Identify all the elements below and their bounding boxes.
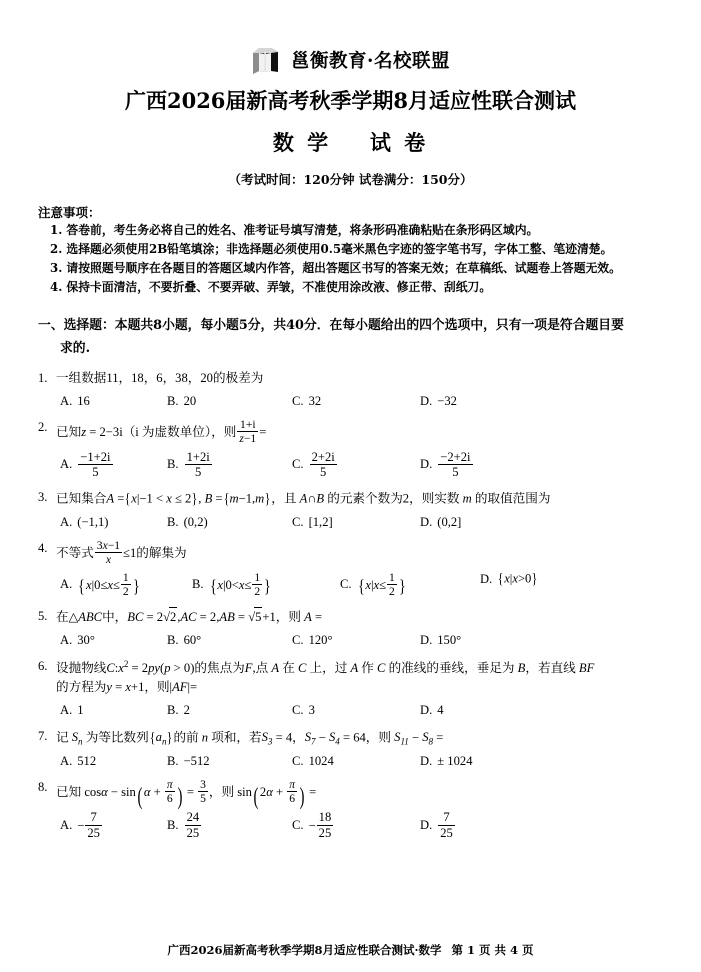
option-text: 150° bbox=[437, 632, 462, 647]
question-1-option-d[interactable] bbox=[420, 394, 457, 409]
question-6-option-a[interactable] bbox=[60, 703, 167, 718]
section-desc-line1: 本题共8小题，每小题5分，共40分．在每小题给出的四个选项中，只有一项是符合题目要 bbox=[114, 318, 624, 334]
question-5-option-d[interactable] bbox=[420, 633, 461, 648]
notice-item-4: 4. 保持卡面清洁，不要折叠、不要弄破、弄皱，不准使用涂改液、修正带、刮纸刀。 bbox=[50, 280, 492, 295]
open-book-icon bbox=[251, 44, 281, 76]
option-label: D. bbox=[420, 817, 433, 832]
question-7-option-c[interactable] bbox=[292, 754, 420, 769]
question-4-stem: 4. 不等式 $\frac{3x-1}{x}$ ≤1的解集为 bbox=[38, 539, 187, 567]
question-3 bbox=[38, 479, 675, 530]
question-3-option-b[interactable] bbox=[167, 515, 292, 530]
question-8-number: 8. bbox=[38, 780, 48, 795]
question-5-option-a[interactable] bbox=[60, 633, 167, 648]
option-text: $\frac{2+2i}{5}$ bbox=[311, 449, 335, 479]
option-label: C. bbox=[292, 456, 304, 471]
option-label: A. bbox=[60, 817, 73, 832]
question-6-option-d[interactable] bbox=[420, 703, 444, 718]
question-8 bbox=[38, 769, 675, 839]
option-label: D. bbox=[420, 754, 433, 769]
question-4-option-c[interactable] bbox=[340, 571, 480, 598]
option-text: $\frac{7}{25}$ bbox=[440, 810, 453, 840]
option-text: 2 bbox=[183, 703, 190, 717]
option-label: C. bbox=[292, 515, 304, 530]
question-6-stem: 6. 设抛物线$C:x^2 = 2py(p > 0)$的焦点为F,点 A 在 C 上，过 A 作 C 的准线的垂线，垂足为 B，若直线 BF 的方程为y = x+1，则|AF|= bbox=[38, 658, 595, 695]
option-text: 120° bbox=[308, 632, 333, 647]
section-label: 一、选择题： bbox=[38, 318, 115, 334]
option-label: B. bbox=[167, 703, 179, 717]
option-text: {x|0<x≤ $\frac{1}{2}$ } bbox=[209, 571, 271, 599]
question-4-options bbox=[38, 566, 675, 598]
option-text: [1,2] bbox=[308, 515, 333, 530]
option-text: ± 1024 bbox=[437, 754, 473, 769]
option-label: C. bbox=[292, 632, 304, 647]
question-7-option-a[interactable] bbox=[60, 754, 167, 769]
section-desc-line2: 求的. bbox=[60, 340, 91, 356]
question-4-option-a[interactable] bbox=[60, 571, 192, 598]
question-8-option-a[interactable] bbox=[60, 810, 167, 839]
option-label: C. bbox=[292, 393, 304, 408]
question-6-option-b[interactable] bbox=[167, 703, 292, 718]
question-7-option-d[interactable] bbox=[420, 754, 473, 769]
footer-title: 广西2026届新高考秋季学期8月适应性联合测试·数学 bbox=[167, 943, 442, 957]
brand-row bbox=[0, 44, 701, 76]
option-text: −32 bbox=[437, 393, 457, 408]
question-2-number: 2. bbox=[38, 419, 48, 434]
notice-item-1: 1. 答卷前，考生务必将自己的姓名、准考证号填写清楚，将条形码准确粘贴在条形码区域内。 bbox=[50, 223, 539, 237]
question-3-option-a[interactable] bbox=[60, 515, 167, 530]
option-text: 4 bbox=[437, 703, 444, 717]
question-2-options bbox=[38, 445, 675, 479]
question-5-stem: 5. 在△ABC中，BC = 2√2,AC = 2,AB = √5+1，则 A = bbox=[38, 598, 675, 628]
option-label: C. bbox=[292, 703, 304, 717]
question-2-stem: 2. 已知z = 2−3i（i 为虚数单位），则 $\frac{1+i}{z-1}$ = bbox=[38, 417, 267, 445]
brand-title: 邕衡教育·名校联盟 bbox=[291, 51, 450, 72]
option-text: 1 bbox=[77, 703, 84, 717]
notice-item-3: 3. 请按照题号顺序在各题目的答题区域内作答，超出答题区书写的答案无效；在草稿纸、试题卷上答题无效。 bbox=[50, 261, 621, 276]
page-title: 广西2026届新高考秋季学期8月适应性联合测试 bbox=[124, 88, 577, 113]
option-text: 512 bbox=[77, 754, 97, 769]
question-8-option-d[interactable] bbox=[420, 810, 456, 839]
option-label: B. bbox=[167, 456, 179, 471]
option-text: $\frac{-1+2i}{5}$ bbox=[80, 449, 111, 479]
option-label: A. bbox=[60, 703, 73, 717]
option-text: $\frac{1+2i}{5}$ bbox=[186, 449, 210, 479]
option-label: A. bbox=[60, 754, 73, 769]
option-label: C. bbox=[340, 577, 352, 592]
option-label: A. bbox=[60, 393, 73, 408]
option-label: B. bbox=[192, 577, 204, 592]
question-3-option-c[interactable] bbox=[292, 515, 420, 530]
question-2-option-d[interactable] bbox=[420, 450, 474, 479]
question-4-option-b[interactable] bbox=[192, 571, 340, 598]
section-heading bbox=[38, 315, 675, 360]
option-text: {x|x≤ $\frac{1}{2}$ } bbox=[357, 571, 406, 599]
question-6-option-c[interactable] bbox=[292, 703, 420, 718]
question-2-option-c[interactable] bbox=[292, 450, 420, 479]
question-1 bbox=[38, 360, 675, 409]
option-label: B. bbox=[167, 754, 179, 769]
question-8-option-b[interactable] bbox=[167, 810, 292, 839]
notice-title: 注意事项： bbox=[38, 205, 101, 220]
option-text: 3 bbox=[308, 703, 315, 717]
question-7 bbox=[38, 718, 675, 769]
option-text: 32 bbox=[308, 393, 322, 408]
paper-word: 试 卷 bbox=[369, 131, 429, 155]
question-8-options bbox=[38, 805, 675, 839]
question-3-stem: 3. 已知集合A ={x|−1 < x ≤ 2}, B ={m−1,m}，且 A∩B 的元素个数为2，则实数 m 的取值范围为 bbox=[38, 489, 551, 507]
option-text: (0,2) bbox=[183, 515, 208, 530]
option-label: B. bbox=[167, 393, 179, 408]
question-4 bbox=[38, 530, 675, 598]
question-2-option-a[interactable] bbox=[60, 450, 167, 479]
option-label: A. bbox=[60, 577, 73, 592]
option-label: B. bbox=[167, 817, 179, 832]
question-5-option-b[interactable] bbox=[167, 633, 292, 648]
question-7-options bbox=[38, 749, 675, 769]
option-label: A. bbox=[60, 456, 73, 471]
option-label: C. bbox=[292, 754, 304, 769]
question-1-option-c[interactable] bbox=[292, 394, 420, 409]
question-5-option-c[interactable] bbox=[292, 633, 420, 648]
option-label: C. bbox=[292, 817, 304, 832]
question-5-number: 5. bbox=[38, 609, 48, 624]
option-text: 1024 bbox=[308, 754, 334, 769]
option-label: A. bbox=[60, 632, 73, 647]
question-3-options bbox=[38, 510, 675, 530]
question-1-options bbox=[38, 389, 675, 409]
question-5-options bbox=[38, 628, 675, 648]
question-8-option-c[interactable] bbox=[292, 810, 420, 839]
option-text: 20 bbox=[183, 393, 197, 408]
question-6 bbox=[38, 648, 675, 718]
question-4-number: 4. bbox=[38, 541, 48, 556]
option-text: −512 bbox=[183, 754, 210, 769]
option-label: D. bbox=[420, 515, 433, 530]
option-label: D. bbox=[420, 393, 433, 408]
option-text: 16 bbox=[77, 393, 90, 408]
footer-page-info: 第 1 页 共 4 页 bbox=[451, 943, 534, 957]
question-6-number: 6. bbox=[38, 658, 48, 673]
option-text: 60° bbox=[183, 632, 202, 647]
question-1-option-b[interactable] bbox=[167, 394, 292, 409]
question-7-stem: 7. 记 $S_n$ 为等比数列$\{a_n\}$的前 n 项和，若$S_3 = 4$，$S_7 - S_4 = 64$，则 $S_{11} - S_8$ = bbox=[38, 729, 444, 747]
page-footer bbox=[0, 942, 701, 958]
option-text: $\frac{-2+2i}{5}$ bbox=[440, 449, 471, 479]
option-text: 30° bbox=[77, 632, 95, 647]
question-4-option-d[interactable] bbox=[480, 571, 538, 588]
question-3-option-d[interactable] bbox=[420, 515, 461, 530]
question-5 bbox=[38, 598, 675, 648]
question-1-option-a[interactable] bbox=[60, 394, 167, 409]
option-text: (0,2] bbox=[437, 515, 462, 530]
question-2 bbox=[38, 409, 675, 479]
question-1-stem: 1. 一组数据11，18，6，38，20的极差为 bbox=[38, 360, 675, 389]
option-label: D. bbox=[420, 703, 433, 717]
option-label: D. bbox=[420, 456, 433, 471]
exam-info: （考试时间：120分钟 试卷满分：150分） bbox=[228, 172, 473, 187]
option-label: B. bbox=[167, 632, 179, 647]
option-text: (−1,1) bbox=[77, 515, 109, 530]
option-text: − $\frac{18}{25}$ bbox=[308, 810, 332, 840]
subject-name: 数 学 bbox=[272, 131, 332, 155]
notice-section bbox=[0, 203, 701, 297]
option-text: {x|0≤x≤ $\frac{1}{2}$ } bbox=[78, 571, 140, 599]
option-text: {x|x>0} bbox=[497, 571, 538, 588]
question-8-stem: 8. 已知 cosα − sin( α + $\frac{\pi}{6}$ ) = $\frac{3}{5}$ ，则 sin( 2α + $\frac{\pi}{6}$ ) = bbox=[38, 778, 317, 810]
question-1-number: 1. bbox=[38, 371, 48, 386]
question-7-number: 7. bbox=[38, 729, 48, 743]
option-text: $\frac{24}{25}$ bbox=[186, 810, 200, 840]
question-2-option-b[interactable] bbox=[167, 450, 292, 479]
subject-title bbox=[0, 127, 701, 157]
option-label: A. bbox=[60, 515, 73, 530]
notice-item-2: 2. 选择题必须使用2B铅笔填涂；非选择题必须使用0.5毫米黑色字迹的签字笔书写，字体工整、笔迹清楚。 bbox=[50, 242, 613, 257]
question-3-number: 3. bbox=[38, 489, 48, 504]
option-label: B. bbox=[167, 515, 179, 530]
option-text: − $\frac{7}{25}$ bbox=[77, 810, 100, 840]
option-label: D. bbox=[420, 632, 433, 647]
option-label: D. bbox=[480, 572, 493, 587]
question-7-option-b[interactable] bbox=[167, 754, 292, 769]
question-6-options bbox=[38, 698, 675, 718]
